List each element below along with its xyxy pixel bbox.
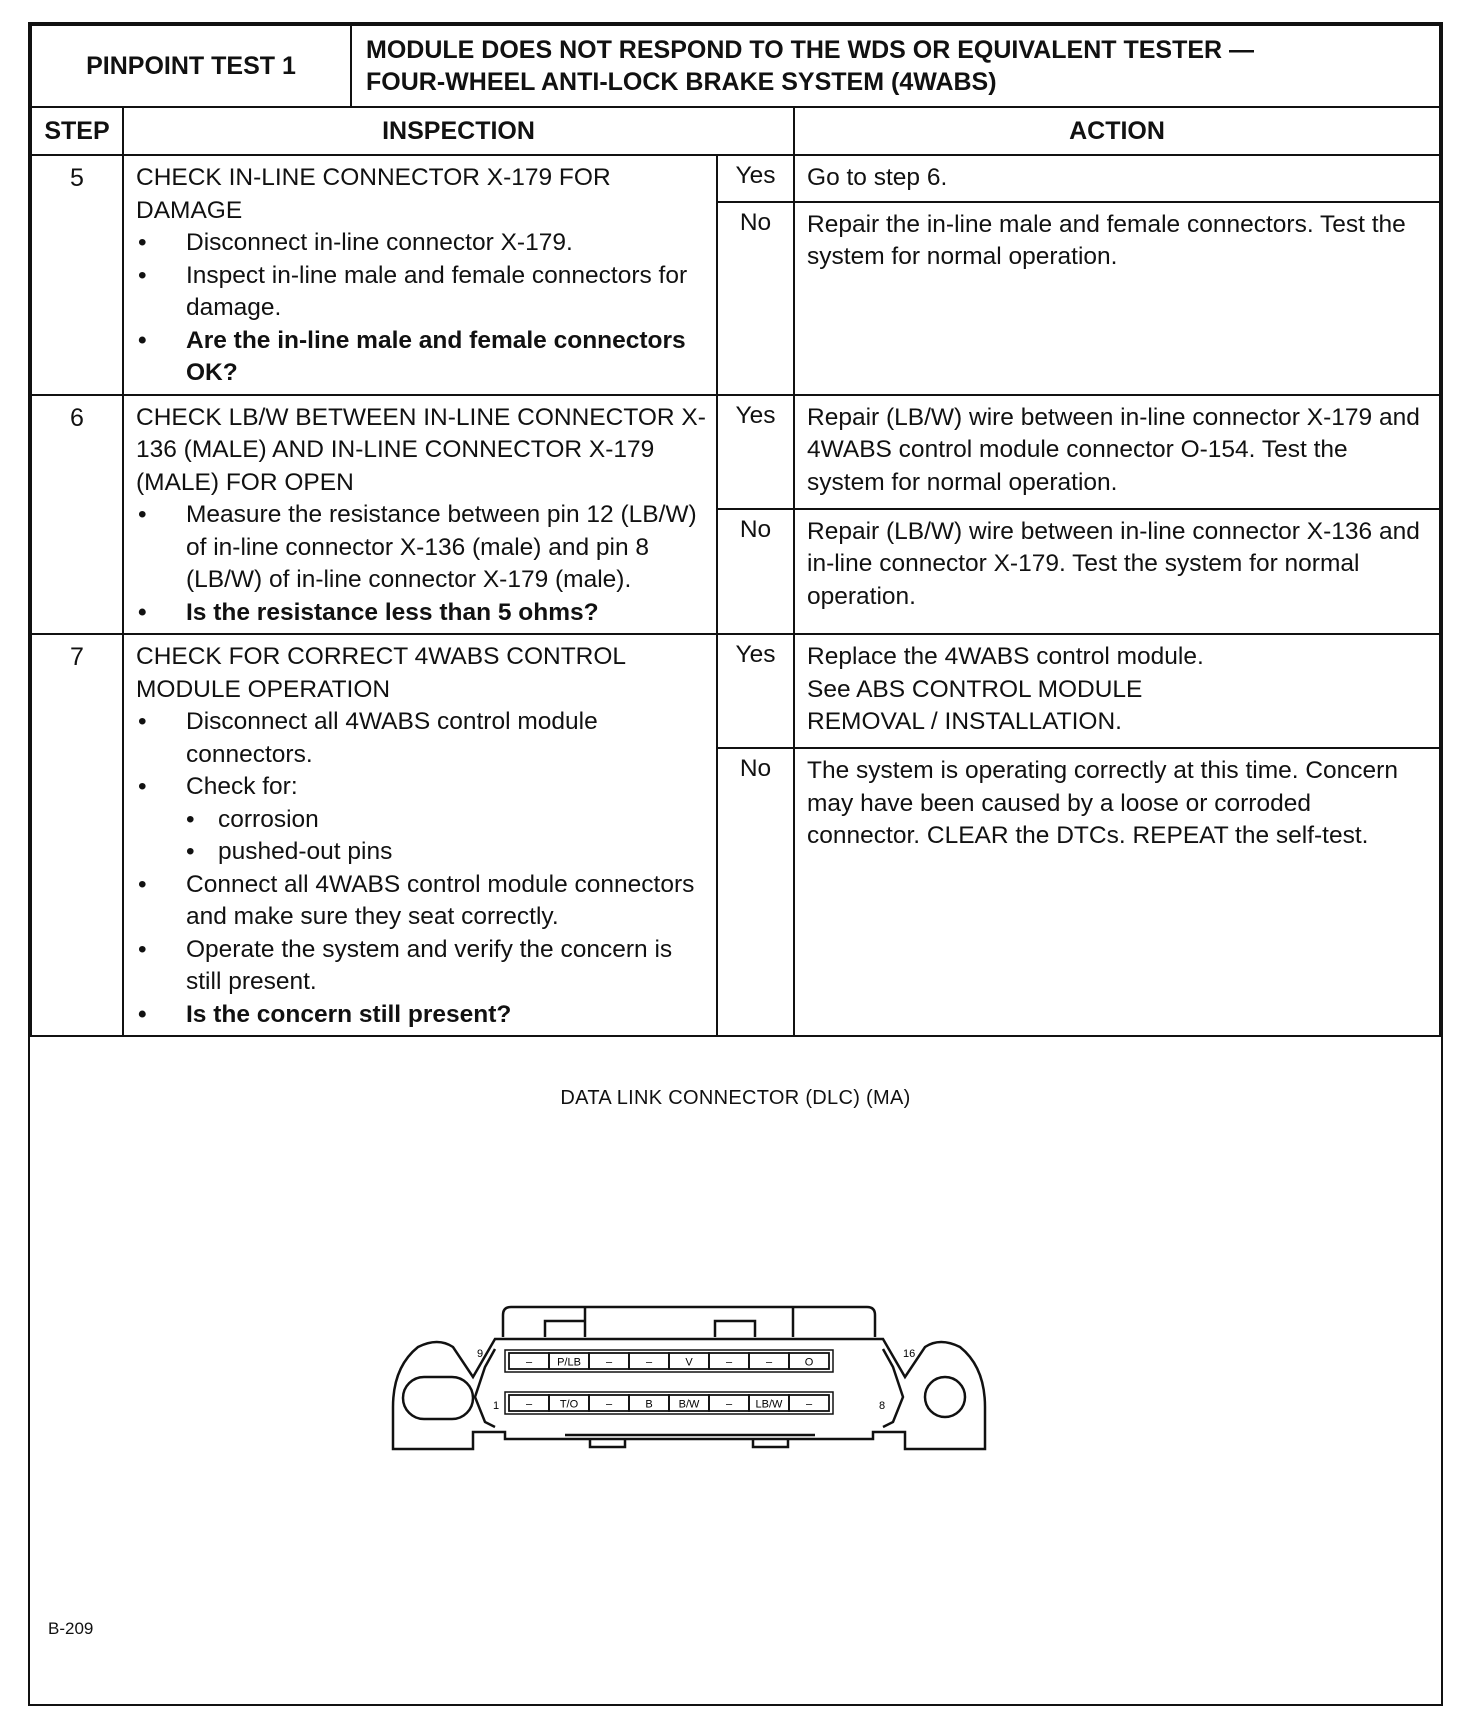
pin-label: – <box>605 1398 613 1411</box>
yes-action-line: Replace the 4WABS control module. <box>807 643 1204 670</box>
pin-label: – <box>725 1356 733 1369</box>
yes-action-line: REMOVAL / INSTALLATION. <box>807 708 1122 735</box>
yes-action: Go to step 6. <box>794 155 1440 202</box>
step-6-yes-row <box>31 395 1440 509</box>
inspection-question: • Is the resistance less than 5 ohms? <box>136 597 706 630</box>
no-label: No <box>717 748 794 1036</box>
pin-number-label: 9 <box>477 1348 484 1360</box>
mounting-hole-right <box>925 1377 965 1417</box>
step-number: 5 <box>31 155 123 395</box>
diagram-area <box>30 1037 1441 1665</box>
pinpoint-test-title <box>351 25 1440 107</box>
column-action: ACTION <box>794 107 1440 155</box>
pin-number-label: 16 <box>903 1348 916 1360</box>
inspection-bullet: • Disconnect all 4WABS control module connectors. <box>136 706 706 771</box>
pin-label: – <box>805 1398 813 1411</box>
inspection-question: • Is the concern still present? <box>136 999 706 1032</box>
pin-label: B/W <box>678 1398 700 1411</box>
pin-label: – <box>525 1398 533 1411</box>
column-inspection: INSPECTION <box>123 107 794 155</box>
inner-left-side <box>475 1349 495 1427</box>
mounting-hole-left <box>403 1377 473 1419</box>
inner-right-side <box>883 1349 903 1427</box>
yes-label: Yes <box>717 634 794 748</box>
step-title: CHECK LB/W BETWEEN IN-LINE CONNECTOR X-136 (MALE) AND IN-LINE CONNECTOR X-179 (MALE) FOR OPEN <box>136 403 706 496</box>
inspection-bullet: • Operate the system and verify the concern is still present. <box>136 934 706 999</box>
inspection-bullet: • Inspect in-line male and female connectors for damage. <box>136 260 706 325</box>
step-number: 6 <box>31 395 123 635</box>
step-title: CHECK IN-LINE CONNECTOR X-179 FOR DAMAGE <box>136 164 611 224</box>
pin-label: B <box>645 1398 653 1411</box>
diagram-title: DATA LINK CONNECTOR (DLC) (MA) <box>560 1087 911 1109</box>
pin-label: – <box>525 1356 533 1369</box>
pin-label: P/LB <box>557 1356 581 1369</box>
yes-action <box>794 634 1440 748</box>
column-step: STEP <box>31 107 123 155</box>
header-row <box>31 25 1440 107</box>
yes-action: Repair (LB/W) wire between in-line connector X-179 and 4WABS control module connector O-154. Test the system for normal operation. <box>794 395 1440 509</box>
pin-label: – <box>645 1356 653 1369</box>
step-7-inspection <box>123 634 717 1036</box>
no-action: The system is operating correctly at this time. Concern may have been caused by a loose or corroded connector. CLEAR the DTCs. REPEAT the self-test. <box>794 748 1440 1036</box>
inspection-question: • Are the in-line male and female connectors OK? <box>136 325 706 390</box>
title-line-2: FOUR-WHEEL ANTI-LOCK BRAKE SYSTEM (4WABS) <box>366 68 997 96</box>
yes-action-line: See ABS CONTROL MODULE <box>807 675 1143 703</box>
page-reference: B-209 <box>48 1619 94 1638</box>
pin-number-label: 8 <box>879 1400 886 1412</box>
dlc-connector-diagram <box>385 1287 1025 1497</box>
no-action: Repair (LB/W) wire between in-line connector X-136 and in-line connector X-179. Test the system for normal operation. <box>794 509 1440 635</box>
no-action: Repair the in-line male and female connectors. Test the system for normal operation. <box>794 202 1440 395</box>
pin-number-label: 1 <box>493 1400 500 1412</box>
bottom-pin-row <box>505 1392 833 1414</box>
pin-label: V <box>685 1356 693 1369</box>
inspection-sub-bullet: • corrosion <box>136 804 706 837</box>
step-7-yes-row <box>31 634 1440 748</box>
inspection-bullet: • Connect all 4WABS control module connectors and make sure they seat correctly. <box>136 869 706 934</box>
inspection-bullet: • Check for: <box>136 771 706 804</box>
step-5-inspection <box>123 155 717 395</box>
pinpoint-test-label: PINPOINT TEST 1 <box>31 25 351 107</box>
latch-notch-left <box>545 1321 585 1337</box>
title-line-1: MODULE DOES NOT RESPOND TO THE WDS OR EQUIVALENT TESTER — <box>366 36 1255 64</box>
yes-label: Yes <box>717 395 794 509</box>
inspection-bullet: • Measure the resistance between pin 12 (LB/W) of in-line connector X-136 (male) and pin 8 (LB/W) of in-line connector X-179 (male). <box>136 499 706 597</box>
yes-label: Yes <box>717 155 794 202</box>
pin-label: – <box>765 1356 773 1369</box>
top-pin-row <box>505 1350 833 1372</box>
no-label: No <box>717 509 794 635</box>
pin-label: T/O <box>559 1398 579 1411</box>
latch-notch-right <box>715 1321 755 1337</box>
step-6-inspection <box>123 395 717 635</box>
step-5-yes-row <box>31 155 1440 202</box>
pin-label: – <box>605 1356 613 1369</box>
pinpoint-test-table <box>30 24 1441 1037</box>
step-number: 7 <box>31 634 123 1036</box>
step-title: CHECK FOR CORRECT 4WABS CONTROL MODULE OPERATION <box>136 643 626 703</box>
pin-label: O <box>804 1356 814 1369</box>
pin-label: – <box>725 1398 733 1411</box>
pinpoint-test-sheet <box>28 22 1443 1706</box>
column-header-row <box>31 107 1440 155</box>
pin-label: LB/W <box>755 1398 783 1411</box>
inspection-bullet: • Disconnect in-line connector X-179. <box>136 227 706 260</box>
no-label: No <box>717 202 794 395</box>
inspection-sub-bullet: • pushed-out pins <box>136 836 706 869</box>
